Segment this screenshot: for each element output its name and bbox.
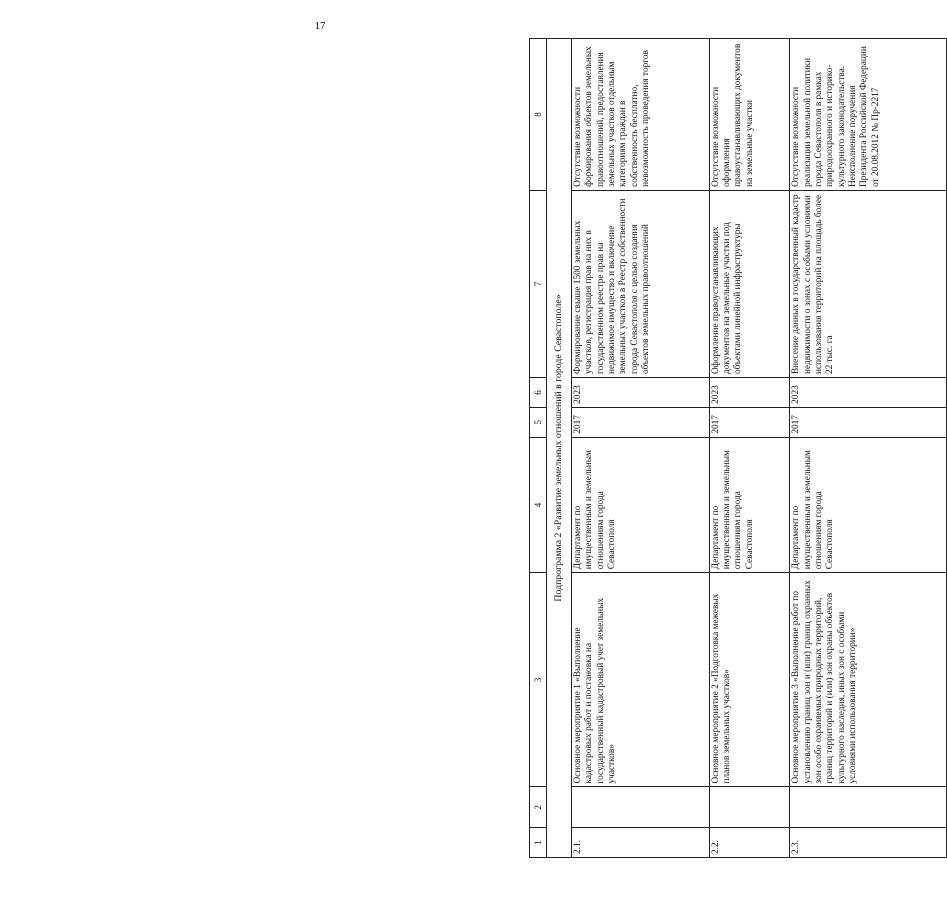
row-number: 2.1. bbox=[572, 828, 710, 858]
activity-cell: Основное мероприятие 2 «Подготовка межевых планов земельных участков» bbox=[709, 573, 790, 787]
consequences-cell: Отсутствие возможности реализации земельной политики города Севастополя в рамках природоохранного и историко-культурного законодательства. Неисполнение поручения Президента Российской Федерации от 20.08.2012 № Пр-2217 bbox=[790, 39, 947, 191]
executor-cell: Департамент по имущественным и земельным отношениям города Севастополя bbox=[572, 437, 710, 573]
column-number: 2 bbox=[530, 787, 547, 828]
row-number: 2.3. bbox=[790, 828, 947, 858]
end-year-cell: 2023 bbox=[572, 378, 710, 408]
column-number: 1 bbox=[530, 828, 547, 858]
executor-cell: Департамент по имущественным и земельным отношениям города Севастополя bbox=[709, 437, 790, 573]
column-number: 4 bbox=[530, 437, 547, 573]
program-activities-table bbox=[529, 38, 947, 858]
consequences-cell: Отсутствие возможности формирования объектов земельных правоотношений, предоставления земельных участков отдельным категориям граждан в собственность бесплатно, невозможность проведения торгов bbox=[572, 39, 710, 191]
row-col2 bbox=[790, 787, 947, 828]
column-number-row bbox=[530, 39, 547, 858]
end-year-cell: 2023 bbox=[709, 378, 790, 408]
start-year-cell: 2017 bbox=[790, 407, 947, 437]
end-year-cell: 2023 bbox=[790, 378, 947, 408]
rotated-table-container bbox=[529, 38, 947, 858]
activity-cell: Основное мероприятие 3 «Выполнение работ по установлению границ зон и (или) границ охранных зон особо охраняемых природных территорий, границ территорий и (или) зон охраны объектов культурного наследия, иных зон с особыми условиями использования территории» bbox=[790, 573, 947, 787]
result-cell: Формирование свыше 1500 земельных участков, регистрация прав на них в государственном реестре прав на недвижимое имущество и включение земельных участков в Реестр собственности города Севастополя с целью создания объектов земельных правоотношений bbox=[572, 190, 710, 377]
activity-cell: Основное мероприятие 1 «Выполнение кадастровых работ и постановка на государственный кадастровый учет земельных участков» bbox=[572, 573, 710, 787]
table-row bbox=[709, 39, 790, 858]
row-col2 bbox=[709, 787, 790, 828]
column-number: 7 bbox=[530, 190, 547, 377]
subprogram-title: Подпрограмма 2 «Развитие земельных отношений в городе Севастополе» bbox=[547, 39, 572, 858]
column-number: 6 bbox=[530, 378, 547, 408]
row-col2 bbox=[572, 787, 710, 828]
column-number: 3 bbox=[530, 573, 547, 787]
row-number: 2.2. bbox=[709, 828, 790, 858]
result-cell: Оформление правоустанавливающих документов на земельные участки под объектами линейной инфраструктуры bbox=[709, 190, 790, 377]
start-year-cell: 2017 bbox=[709, 407, 790, 437]
consequences-cell: Отсутствие возможности оформления правоустанавливающих документов на земельные участки bbox=[709, 39, 790, 191]
column-number: 5 bbox=[530, 407, 547, 437]
subprogram-title-row bbox=[547, 39, 572, 858]
result-cell: Внесение данных в государственный кадастр недвижимости о зонах с особыми условиями использования территорий на площадь более 22 тыс. га bbox=[790, 190, 947, 377]
table-row bbox=[790, 39, 947, 858]
executor-cell: Департамент по имущественным и земельным отношениям города Севастополя bbox=[790, 437, 947, 573]
start-year-cell: 2017 bbox=[572, 407, 710, 437]
table-row bbox=[572, 39, 710, 858]
column-number: 8 bbox=[530, 39, 547, 191]
page-number: 17 bbox=[314, 20, 326, 32]
